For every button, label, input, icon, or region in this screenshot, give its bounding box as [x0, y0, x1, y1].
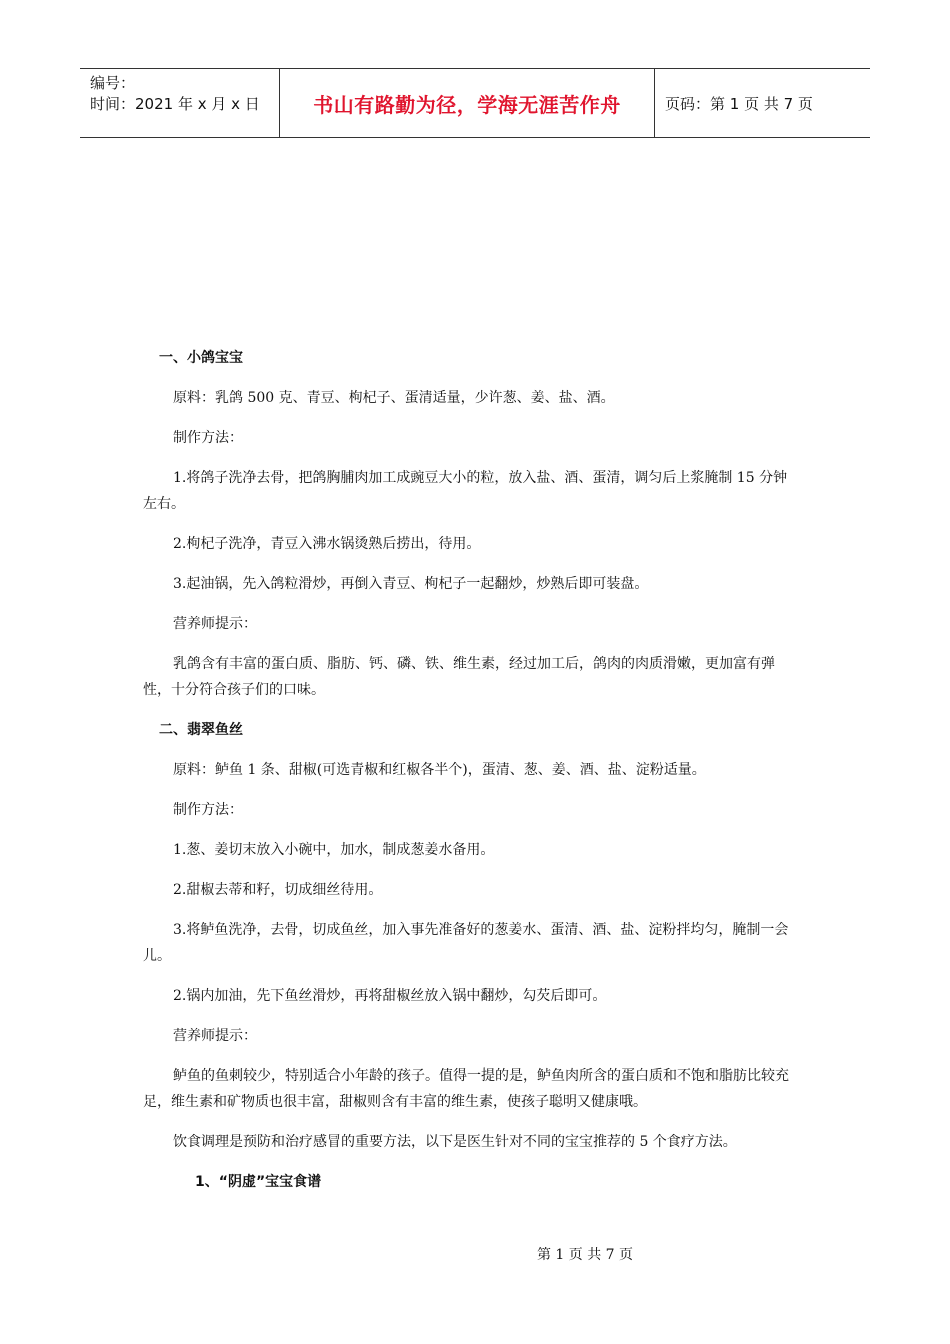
paragraph: 鲈鱼的鱼刺较少，特别适合小年龄的孩子。值得一提的是，鲈鱼肉所含的蛋白质和不饱和脂肪比较充足，维生素和矿物质也很丰富，甜椒则含有丰富的维生素，使孩子聪明又健康哦。 — [143, 1068, 789, 1110]
paragraph: 营养师提示： — [173, 1028, 257, 1044]
section-title: 一、小鸽宝宝 — [159, 350, 243, 366]
paragraph: 1.将鸽子洗净去骨，把鸽胸脯肉加工成豌豆大小的粒，放入盐、酒、蛋清，调匀后上浆腌制 15 分钟左右。 — [143, 470, 788, 512]
number-label: 编号： — [90, 74, 136, 92]
paragraph: 营养师提示： — [173, 616, 257, 632]
paragraph: 3.起油锅，先入鸽粒滑炒，再倒入青豆、枸杞子一起翻炒，炒熟后即可装盘。 — [173, 576, 649, 592]
paragraph: 原料：乳鸽 500 克、青豆、枸杞子、蛋清适量，少许葱、姜、盐、酒。 — [173, 390, 615, 406]
paragraph: 原料：鲈鱼 1 条、甜椒(可选青椒和红椒各半个)，蛋清、葱、姜、酒、盐、淀粉适量。 — [173, 762, 706, 778]
header-motto: 书山有路勤为径，学海无涯苦作舟 — [280, 69, 655, 137]
section-title: 二、翡翠鱼丝 — [159, 722, 243, 738]
page-footer: 第 1 页 共 7 页 — [536, 1247, 634, 1263]
document-header — [80, 68, 870, 138]
header-meta — [80, 69, 280, 137]
subheading: 1、“阴虚”宝宝食谱 — [195, 1174, 322, 1190]
paragraph: 2.枸杞子洗净，青豆入沸水锅烫熟后捞出，待用。 — [173, 536, 481, 552]
time-label: 时间：2021 年 x 月 x 日 — [90, 95, 260, 113]
paragraph: 1.葱、姜切末放入小碗中，加水，制成葱姜水备用。 — [173, 842, 495, 858]
paragraph: 制作方法： — [173, 430, 243, 446]
paragraph: 饮食调理是预防和治疗感冒的重要方法，以下是医生针对不同的宝宝推荐的 5 个食疗方法。 — [173, 1134, 737, 1150]
paragraph: 3.将鲈鱼洗净，去骨，切成鱼丝，加入事先准备好的葱姜水、蛋清、酒、盐、淀粉拌均匀，腌制一会儿。 — [143, 922, 789, 964]
document-body — [143, 345, 801, 1209]
paragraph: 制作方法： — [173, 802, 243, 818]
paragraph: 乳鸽含有丰富的蛋白质、脂肪、钙、磷、铁、维生素，经过加工后，鸽肉的肉质滑嫩，更加富有弹性，十分符合孩子们的口味。 — [143, 656, 775, 698]
paragraph: 2.甜椒去蒂和籽，切成细丝待用。 — [173, 882, 383, 898]
header-page-info: 页码：第 1 页 共 7 页 — [665, 94, 813, 113]
paragraph: 2.锅内加油，先下鱼丝滑炒，再将甜椒丝放入锅中翻炒，勾芡后即可。 — [173, 988, 607, 1004]
